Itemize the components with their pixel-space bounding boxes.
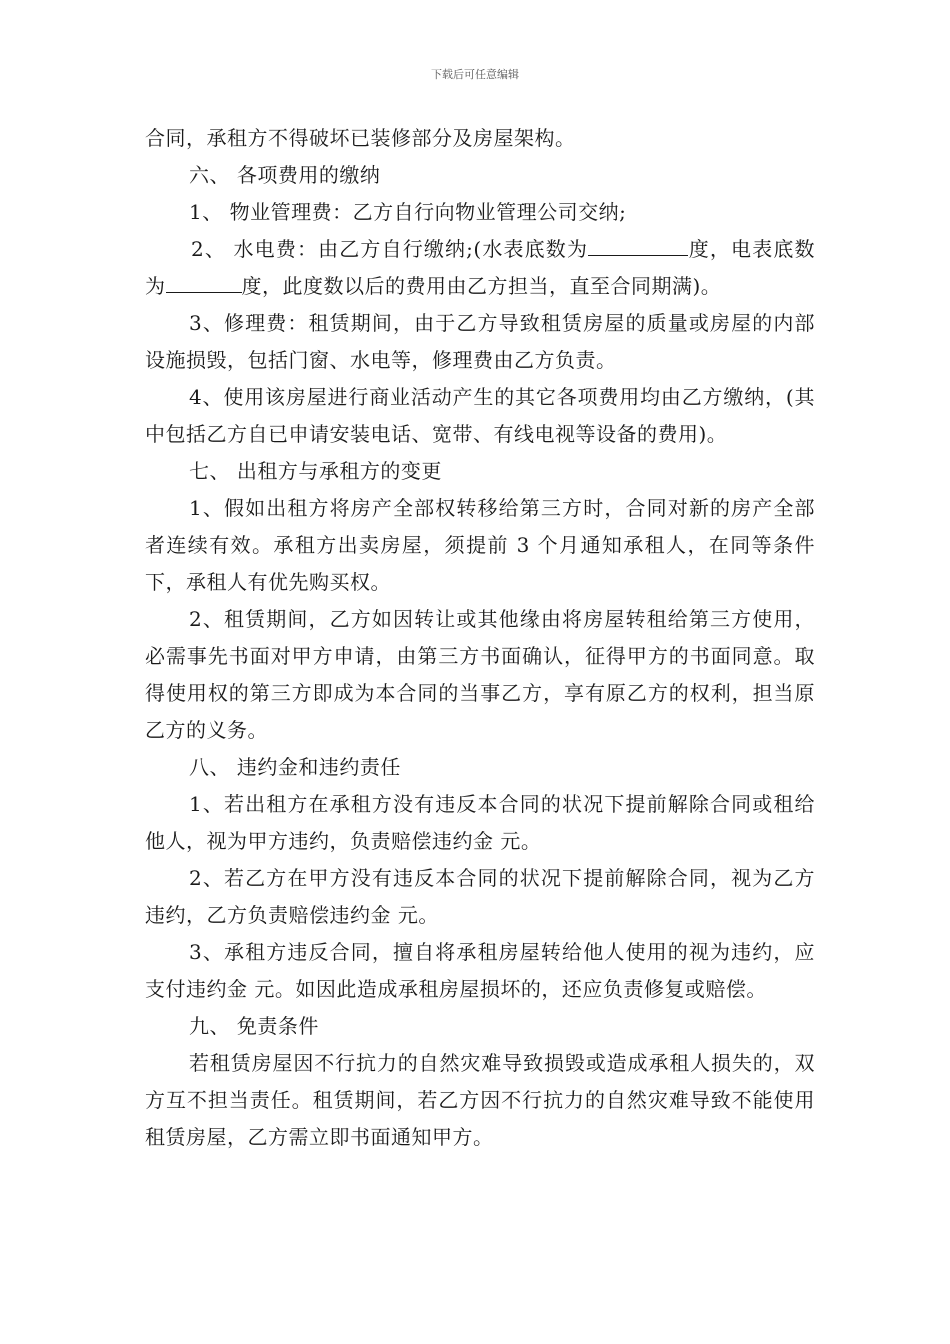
electric-meter-blank xyxy=(166,270,242,293)
section-heading-exemption: 九、 免责条件 xyxy=(189,1014,319,1038)
page-header-note: 下载后可任意编辑 xyxy=(431,68,519,81)
clause-force-majeure: 若租赁房屋因不行抗力的自然灾难导致损毁或造成承租人损失的，双方互不担当责任。租赁期间，若乙方因不行抗力的自然灾难导致不能使用租赁房屋，乙方需立即书面通知甲方。 xyxy=(145,1051,815,1149)
clause-utilities-part3: 度，此度数以后的费用由乙方担当，直至合同期满)。 xyxy=(241,274,722,298)
water-meter-blank xyxy=(588,233,688,256)
clause-sublease: 2、租赁期间，乙方如因转让或其他缘由将房屋转租给第三方使用，必需事先书面对甲方申请，由第三方书面确认，征得甲方的书面同意。取得使用权的第三方即成为本合同的当事乙方，享有原乙方的权利，担当原乙方的义务。 xyxy=(145,607,815,742)
paragraph-continuation: 合同，承租方不得破坏已装修部分及房屋架构。 xyxy=(145,126,576,150)
clause-lessor-breach: 1、若出租方在承租方没有违反本合同的状况下提前解除合同或租给他人，视为甲方违约，负责赔偿违约金 元。 xyxy=(145,792,815,853)
clause-utilities xyxy=(145,231,815,305)
clause-business-fees: 4、使用该房屋进行商业活动产生的其它各项费用均由乙方缴纳，(其中包括乙方自已申请安装电话、宽带、有线电视等设备的费用)。 xyxy=(145,385,815,446)
clause-repair-fee: 3、修理费：租赁期间，由于乙方导致租赁房屋的质量或房屋的内部设施损毁，包括门窗、水电等，修理费由乙方负责。 xyxy=(145,311,815,372)
clause-unauthorized-transfer: 3、承租方违反合同，擅自将承租房屋转给他人使用的视为违约，应支付违约金 元。如因此造成承租房屋损坏的，还应负责修复或赔偿。 xyxy=(145,940,815,1001)
clause-property-fee: 1、 物业管理费：乙方自行向物业管理公司交纳; xyxy=(189,200,627,224)
section-heading-changes: 七、 出租方与承租方的变更 xyxy=(189,459,442,483)
section-heading-fees: 六、 各项费用的缴纳 xyxy=(189,163,381,187)
section-heading-penalty: 八、 违约金和违约责任 xyxy=(189,755,401,779)
clause-ownership-transfer: 1、假如出租方将房产全部权转移给第三方时，合同对新的房产全部者连续有效。承租方出卖房屋，须提前 3 个月通知承租人，在同等条件下，承租人有优先购买权。 xyxy=(145,496,815,594)
clause-utilities-part1: 2、 水电费：由乙方自行缴纳;(水表底数为 xyxy=(191,237,589,261)
clause-utilities-part2: 度，电表底数为 xyxy=(145,237,816,298)
document-body xyxy=(145,120,815,1156)
clause-lessee-breach: 2、若乙方在甲方没有违反本合同的状况下提前解除合同，视为乙方违约，乙方负责赔偿违约金 元。 xyxy=(145,866,815,927)
